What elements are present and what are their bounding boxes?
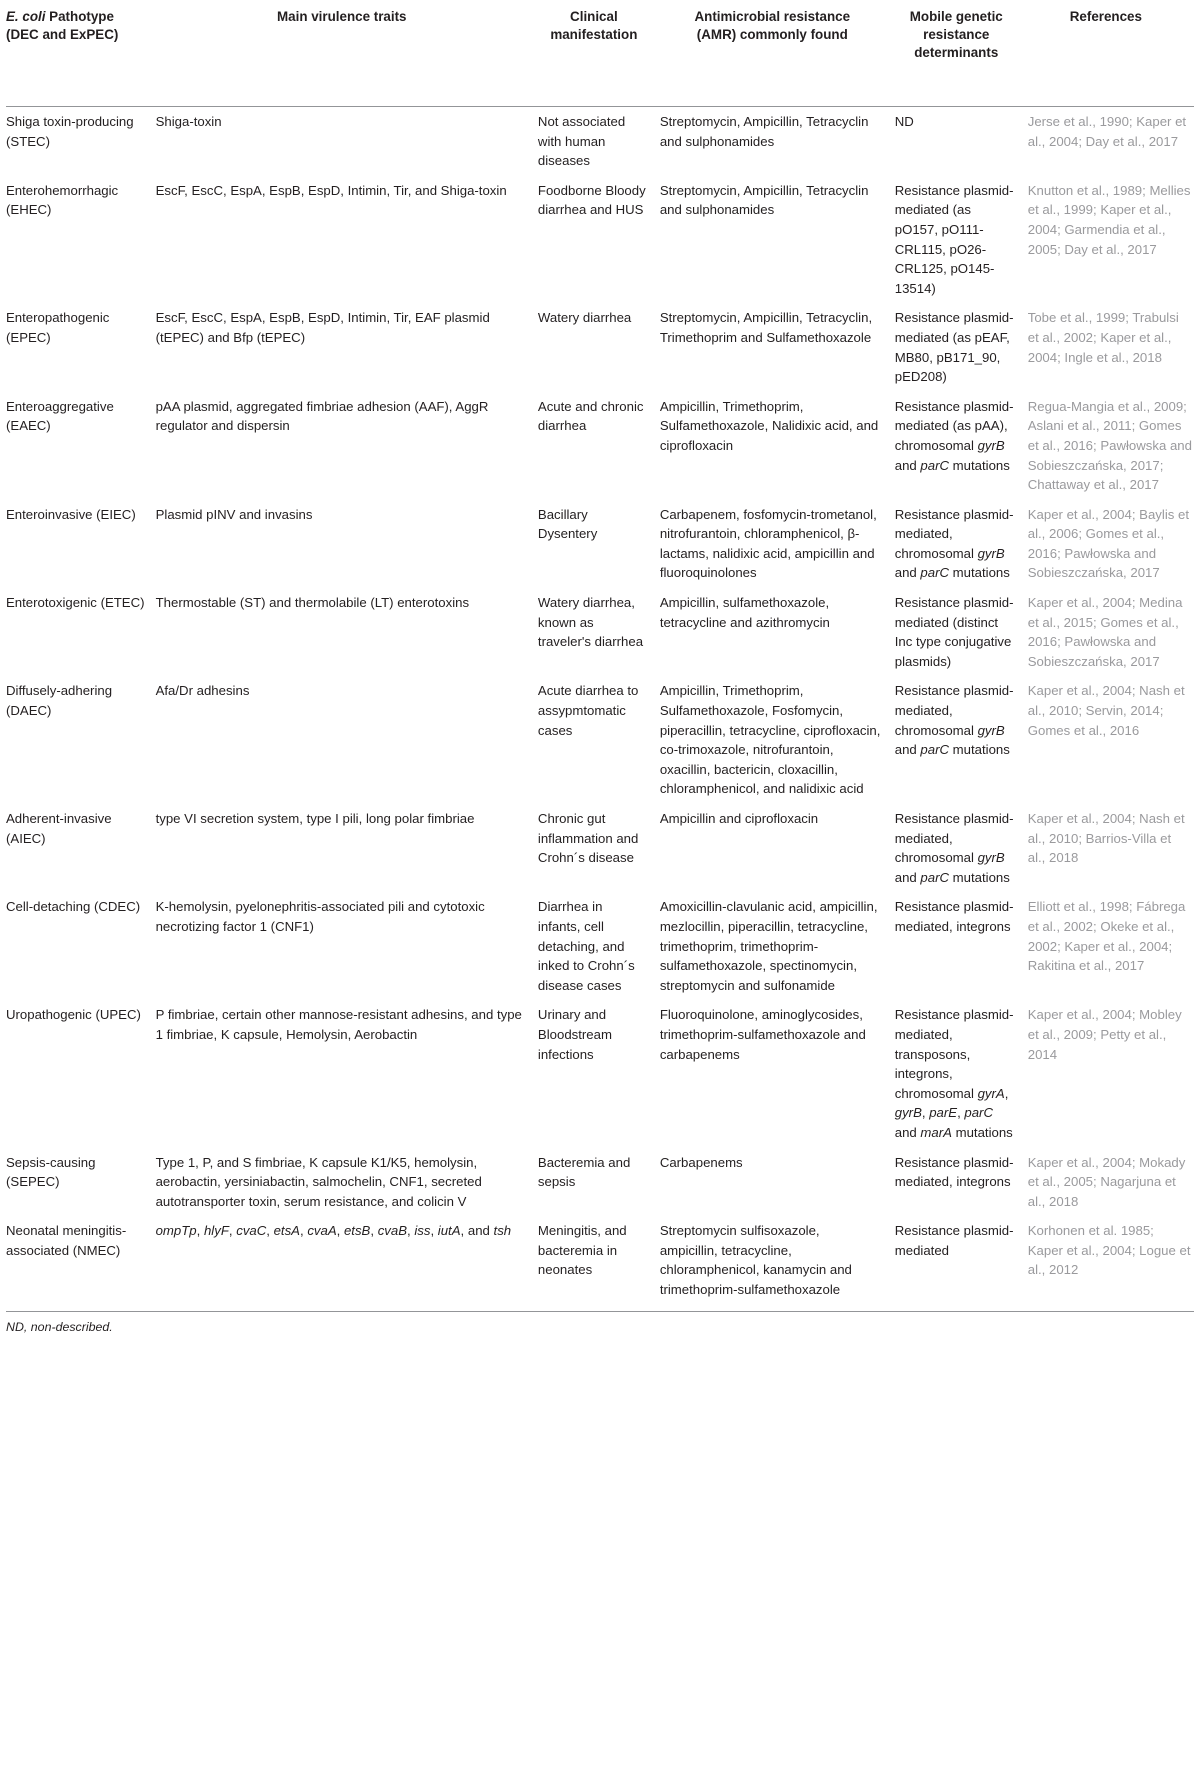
cell-references: Regua-Mangia et al., 2009; Aslani et al., 2011; Gomes et al., 2016; Pawłowska and Sobieszczańska, 2017; Chattaway et al., 2017 bbox=[1027, 398, 1192, 493]
cell-virulence-traits: pAA plasmid, aggregated fimbriae adhesion (AAF), AggR regulator and dispersin bbox=[155, 398, 489, 434]
table-row bbox=[6, 392, 1194, 500]
cell-mobile-genetic-determinants: ND bbox=[894, 114, 914, 129]
cell-mobile-genetic-determinants: Resistance plasmid-mediated (as pO157, pO111-CRL115, pO26-CRL125, pO145-13514) bbox=[894, 182, 1014, 296]
table-row bbox=[6, 303, 1194, 391]
cell-pathotype: Adherent-invasive (AIEC) bbox=[6, 811, 112, 846]
table-body bbox=[6, 107, 1194, 1305]
cell-references: Korhonen et al. 1985; Kaper et al., 2004; Logue et al., 2012 bbox=[1027, 1223, 1191, 1278]
cell-mobile-genetic-determinants: Resistance plasmid-mediated (distinct Inc type conjugative plasmids) bbox=[894, 595, 1014, 669]
cell-mobile-genetic-determinants: Resistance plasmid-mediated (as pAA), chromosomal gyrB and parC mutations bbox=[894, 398, 1014, 473]
cell-mobile-genetic-determinants: Resistance plasmid-mediated, integrons bbox=[894, 1154, 1014, 1190]
table-row bbox=[6, 892, 1194, 1000]
column-header-virulence: Main virulence traits bbox=[277, 9, 407, 24]
cell-references: Knutton et al., 1989; Mellies et al., 1999; Kaper et al., 2004; Garmendia et al., 2005; Day et al., 2017 bbox=[1027, 182, 1191, 257]
cell-clinical-manifestation: Diarrhea in infants, cell detaching, and inked to Crohn´s disease cases bbox=[537, 899, 635, 993]
cell-amr: Ampicillin, Trimethoprim, Sulfamethoxazole, Fosfomycin, piperacillin, tetracycline, ciprofloxacin, co-trimoxazole, nitrofurantoin, oxacillin, bactericin, cloxacillin, chloramphenicol, and nalidixic acid bbox=[659, 683, 881, 797]
cell-pathotype: Enteroinvasive (EIEC) bbox=[6, 506, 136, 522]
column-header-mge-line1: Mobile genetic bbox=[909, 9, 1003, 24]
cell-mobile-genetic-determinants: Resistance plasmid-mediated, chromosomal gyrB and parC mutations bbox=[894, 811, 1014, 885]
column-header-pathotype bbox=[6, 0, 156, 106]
cell-clinical-manifestation: Meningitis, and bacteremia in neonates bbox=[537, 1223, 627, 1278]
cell-virulence-traits: EscF, EscC, EspA, EspB, EspD, Intimin, Tir, and Shiga-toxin bbox=[155, 182, 507, 198]
cell-clinical-manifestation: Watery diarrhea bbox=[537, 310, 632, 326]
table-row bbox=[6, 176, 1194, 304]
cell-pathotype: Enteroaggregative (EAEC) bbox=[6, 398, 114, 434]
cell-pathotype: Shiga toxin-producing (STEC) bbox=[6, 114, 134, 149]
column-header-clinical bbox=[538, 0, 660, 106]
column-header-references: References bbox=[1069, 9, 1142, 24]
cell-references: Kaper et al., 2004; Medina et al., 2015; Gomes et al., 2016; Pawłowska and Sobieszczańska, 2017 bbox=[1027, 595, 1183, 669]
cell-clinical-manifestation: Acute diarrhea to assypmtomatic cases bbox=[537, 683, 639, 738]
table-row bbox=[6, 804, 1194, 892]
cell-amr: Carbapenems bbox=[659, 1154, 743, 1170]
cell-mobile-genetic-determinants: Resistance plasmid-mediated, transposons, integrons, chromosomal gyrA, gyrB, parE, parC and marA mutations bbox=[894, 1007, 1014, 1140]
cell-virulence-traits: Type 1, P, and S fimbriae, K capsule K1/K5, hemolysin, aerobactin, yersiniabactin, salmochelin, CNF1, secreted autotransporter toxin, serum resistance, and colicin V bbox=[155, 1154, 482, 1209]
cell-amr: Streptomycin, Ampicillin, Tetracyclin, Trimethoprim and Sulfamethoxazole bbox=[659, 310, 873, 345]
table-row bbox=[6, 500, 1194, 588]
cell-virulence-traits: Afa/Dr adhesins bbox=[155, 683, 250, 699]
cell-virulence-traits: ompTp, hlyF, cvaC, etsA, cvaA, etsB, cvaB, iss, iutA, and tsh bbox=[155, 1223, 512, 1239]
cell-virulence-traits: type VI secretion system, type I pili, long polar fimbriae bbox=[155, 811, 475, 826]
table-row bbox=[6, 1148, 1194, 1217]
table-row bbox=[6, 676, 1194, 804]
cell-amr: Streptomycin, Ampicillin, Tetracyclin and sulphonamides bbox=[659, 182, 869, 218]
cell-references: Tobe et al., 1999; Trabulsi et al., 2002; Kaper et al., 2004; Ingle et al., 2018 bbox=[1027, 310, 1179, 365]
cell-clinical-manifestation: Acute and chronic diarrhea bbox=[537, 398, 644, 434]
cell-mobile-genetic-determinants: Resistance plasmid-mediated, integrons bbox=[894, 899, 1014, 934]
cell-pathotype: Enteropathogenic (EPEC) bbox=[6, 310, 110, 345]
cell-amr: Ampicillin and ciprofloxacin bbox=[659, 811, 819, 826]
cell-pathotype: Cell-detaching (CDEC) bbox=[6, 899, 141, 915]
cell-references: Kaper et al., 2004; Nash et al., 2010; Servin, 2014; Gomes et al., 2016 bbox=[1027, 683, 1185, 738]
cell-pathotype: Enterohemorrhagic (EHEC) bbox=[6, 182, 119, 218]
cell-pathotype: Sepsis-causing (SEPEC) bbox=[6, 1154, 96, 1190]
cell-references: Kaper et al., 2004; Nash et al., 2010; Barrios-Villa et al., 2018 bbox=[1027, 811, 1185, 866]
cell-virulence-traits: K-hemolysin, pyelonephritis-associated pili and cytotoxic necrotizing factor 1 (CNF1) bbox=[155, 899, 485, 934]
cell-amr: Ampicillin, Trimethoprim, Sulfamethoxazole, Nalidixic acid, and ciprofloxacin bbox=[659, 398, 879, 453]
table-row bbox=[6, 588, 1194, 676]
cell-clinical-manifestation: Chronic gut inflammation and Crohn´s disease bbox=[537, 811, 639, 866]
column-header-pathotype-sub: (DEC and ExPEC) bbox=[6, 27, 119, 42]
cell-amr: Ampicillin, sulfamethoxazole, tetracycline and azithromycin bbox=[659, 595, 830, 630]
cell-references: Elliott et al., 1998; Fábrega et al., 2002; Okeke et al., 2002; Kaper et al., 2004; Rakitina et al., 2017 bbox=[1027, 899, 1186, 974]
column-header-amr-line2: (AMR) commonly found bbox=[696, 27, 848, 42]
cell-amr: Streptomycin sulfisoxazole, ampicillin, tetracycline, chloramphenicol, kanamycin and trimethoprim-sulfamethoxazole bbox=[659, 1223, 852, 1298]
column-header-clinical-line1: Clinical bbox=[570, 9, 618, 24]
cell-clinical-manifestation: Bacillary Dysentery bbox=[537, 506, 598, 542]
cell-virulence-traits: Shiga-toxin bbox=[155, 114, 222, 129]
table-header bbox=[6, 0, 1194, 107]
column-header-mge-line2: resistance bbox=[923, 27, 990, 42]
cell-virulence-traits: EscF, EscC, EspA, EspB, EspD, Intimin, Tir, EAF plasmid (tEPEC) and Bfp (tEPEC) bbox=[155, 310, 490, 345]
cell-virulence-traits: P fimbriae, certain other mannose-resistant adhesins, and type 1 fimbriae, K capsule, Hemolysin, Aerobactin bbox=[155, 1007, 522, 1042]
cell-mobile-genetic-determinants: Resistance plasmid-mediated (as pEAF, MB80, pB171_90, pED208) bbox=[894, 310, 1014, 385]
cell-amr: Carbapenem, fosfomycin-trometanol, nitrofurantoin, chloramphenicol, β-lactams, nalidixic acid, ampicillin and fluoroquinolones bbox=[659, 506, 877, 581]
table-row bbox=[6, 107, 1194, 176]
cell-mobile-genetic-determinants: Resistance plasmid-mediated, chromosomal gyrB and parC mutations bbox=[894, 506, 1014, 581]
cell-mobile-genetic-determinants: Resistance plasmid-mediated, chromosomal gyrB and parC mutations bbox=[894, 683, 1014, 758]
cell-virulence-traits: Thermostable (ST) and thermolabile (LT) enterotoxins bbox=[155, 595, 470, 611]
column-header-pathotype-species: E. coli bbox=[6, 9, 46, 24]
column-header-mge-line3: determinants bbox=[914, 45, 999, 60]
cell-clinical-manifestation: Not associated with human diseases bbox=[537, 114, 626, 169]
column-header-pathotype-rest: Pathotype bbox=[45, 9, 114, 24]
cell-mobile-genetic-determinants: Resistance plasmid-mediated bbox=[894, 1223, 1014, 1258]
column-header-amr-line1: Antimicrobial resistance bbox=[694, 9, 851, 24]
cell-amr: Amoxicillin-clavulanic acid, ampicillin, mezlocillin, piperacillin, tetracycline, trimethoprim, trimethoprim-sulfamethoxazole, spectinomycin, streptomycin and sulfonamide bbox=[659, 899, 878, 993]
column-header-clinical-line2: manifestation bbox=[550, 27, 638, 42]
cell-references: Kaper et al., 2004; Baylis et al., 2006; Gomes et al., 2016; Pawłowska and Sobieszczańska, 2017 bbox=[1027, 506, 1190, 581]
cell-references: Kaper et al., 2004; Mokady et al., 2005; Nagarjuna et al., 2018 bbox=[1027, 1154, 1186, 1209]
cell-pathotype: Uropathogenic (UPEC) bbox=[6, 1007, 141, 1023]
cell-amr: Streptomycin, Ampicillin, Tetracyclin and sulphonamides bbox=[659, 114, 869, 149]
cell-clinical-manifestation: Bacteremia and sepsis bbox=[537, 1154, 631, 1190]
table-header-row bbox=[6, 0, 1194, 106]
cell-references: Kaper et al., 2004; Mobley et al., 2009; Petty et al., 2014 bbox=[1027, 1007, 1182, 1062]
table-row bbox=[6, 1216, 1194, 1304]
table-row bbox=[6, 1000, 1194, 1147]
cell-pathotype: Diffusely-adhering (DAEC) bbox=[6, 683, 113, 719]
cell-pathotype: Enterotoxigenic (ETEC) bbox=[6, 595, 145, 611]
column-header-mge bbox=[895, 0, 1028, 106]
cell-virulence-traits: Plasmid pINV and invasins bbox=[155, 506, 313, 522]
cell-references: Jerse et al., 1990; Kaper et al., 2004; Day et al., 2017 bbox=[1027, 114, 1187, 149]
cell-clinical-manifestation: Foodborne Bloody diarrhea and HUS bbox=[537, 182, 646, 218]
cell-clinical-manifestation: Watery diarrhea, known as traveler's diarrhea bbox=[537, 595, 644, 650]
column-header-amr bbox=[660, 0, 895, 106]
cell-clinical-manifestation: Urinary and Bloodstream infections bbox=[537, 1007, 612, 1062]
table-footnote: ND, non-described. bbox=[6, 1319, 113, 1334]
cell-pathotype: Neonatal meningitis-associated (NMEC) bbox=[6, 1223, 127, 1258]
cell-amr: Fluoroquinolone, aminoglycosides, trimethoprim-sulfamethoxazole and carbapenems bbox=[659, 1007, 866, 1062]
ecoli-pathotype-table bbox=[6, 0, 1194, 1305]
